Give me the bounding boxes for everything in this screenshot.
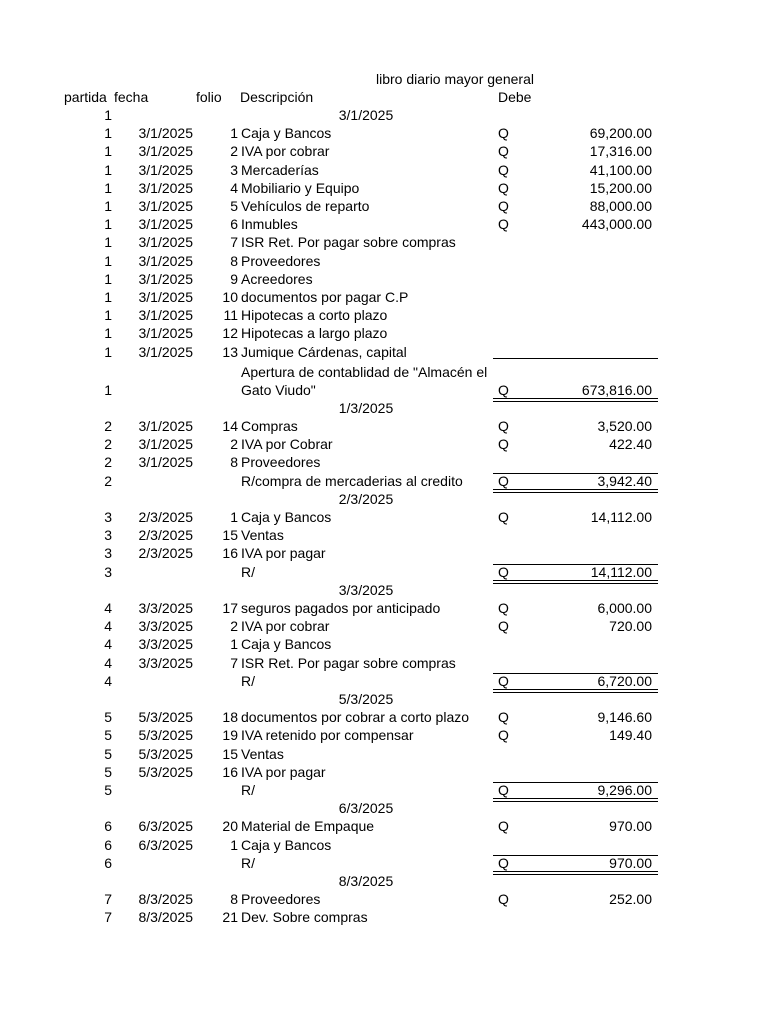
entry-description-cont: Gato Viudo" — [241, 381, 316, 398]
folio-cell: 21 — [222, 909, 238, 926]
total-double-rule — [493, 580, 658, 584]
header-descripcion: Descripción — [240, 89, 314, 105]
account-description: Ventas — [241, 527, 284, 544]
fecha-cell: 6/3/2025 — [138, 818, 193, 835]
date-header: 3/1/2025 — [338, 107, 394, 123]
folio-cell: 5 — [230, 198, 238, 214]
fecha-cell: 3/1/2025 — [138, 252, 193, 269]
partida-cell: 2 — [104, 472, 112, 489]
fecha-cell: 3/1/2025 — [138, 179, 193, 196]
account-description: Acreedores — [241, 270, 313, 287]
partida-cell: 2 — [104, 454, 112, 471]
debit-amount: 88,000.00 — [589, 198, 652, 214]
fecha-cell: 3/1/2025 — [138, 436, 193, 453]
total-double-rule — [493, 489, 658, 493]
folio-cell: 2 — [230, 436, 238, 453]
account-description: Jumique Cárdenas, capital — [241, 343, 407, 360]
folio-cell: 3 — [230, 161, 238, 178]
folio-cell: 9 — [230, 270, 238, 287]
account-description: Material de Empaque — [241, 818, 375, 835]
currency-symbol: Q — [498, 161, 509, 178]
fecha-cell: 3/3/2025 — [138, 618, 193, 635]
folio-cell: 13 — [222, 343, 238, 360]
folio-cell: 2 — [230, 143, 238, 160]
account-description: Ventas — [241, 745, 284, 762]
fecha-cell: 5/3/2025 — [138, 727, 193, 744]
currency-symbol: Q — [498, 600, 509, 616]
debit-amount: 970.00 — [609, 818, 652, 835]
folio-cell: 1 — [230, 509, 238, 525]
fecha-cell: 2/3/2025 — [138, 545, 193, 562]
currency-symbol: Q — [498, 782, 509, 798]
fecha-cell: 3/1/2025 — [138, 234, 193, 251]
folio-cell: 11 — [223, 307, 238, 324]
currency-symbol: Q — [498, 618, 509, 635]
folio-cell: 7 — [230, 234, 238, 251]
folio-cell: 1 — [230, 125, 238, 142]
partida-cell: 6 — [104, 818, 112, 835]
account-description: IVA por pagar — [241, 763, 326, 780]
account-description: IVA por cobrar — [241, 618, 330, 635]
total-double-rule — [493, 398, 658, 402]
fecha-cell: 3/1/2025 — [138, 161, 193, 178]
currency-symbol: Q — [498, 818, 509, 835]
folio-cell: 8 — [230, 454, 238, 471]
header-folio: folio — [196, 89, 222, 105]
debit-amount: 69,200.00 — [589, 125, 652, 142]
partida-cell: 5 — [104, 727, 112, 744]
folio-cell: 16 — [222, 763, 238, 780]
partida-cell: 1 — [104, 270, 112, 287]
account-description: IVA por Cobrar — [241, 436, 333, 453]
currency-symbol: Q — [498, 563, 509, 580]
account-description: Proveedores — [241, 252, 321, 269]
fecha-cell: 2/3/2025 — [138, 527, 193, 544]
currency-symbol: Q — [498, 727, 509, 744]
date-header: 1/3/2025 — [338, 399, 394, 416]
account-description: documentos por cobrar a corto plazo — [241, 709, 470, 726]
folio-cell: 18 — [222, 709, 238, 726]
folio-cell: 8 — [230, 252, 238, 269]
partida-cell: 1 — [104, 125, 112, 142]
account-description: Proveedores — [241, 891, 321, 908]
account-description: documentos por pagar C.P — [241, 289, 409, 305]
account-description: IVA por pagar — [241, 545, 326, 562]
partida-cell: 3 — [104, 545, 112, 562]
debit-amount: 3,520.00 — [597, 418, 652, 434]
total-amount: 3,942.40 — [597, 472, 652, 489]
entry-description: R/ — [241, 672, 255, 689]
account-description: Hipotecas a largo plazo — [241, 325, 388, 342]
folio-cell: 12 — [222, 325, 238, 342]
debit-amount: 252.00 — [609, 891, 652, 908]
currency-symbol: Q — [498, 198, 509, 214]
total-amount: 970.00 — [609, 854, 652, 871]
partida-cell: 1 — [104, 179, 112, 196]
folio-cell: 1 — [230, 636, 238, 653]
fecha-cell: 5/3/2025 — [138, 745, 193, 762]
debit-amount: 17,316.00 — [589, 143, 652, 160]
partida-cell: 1 — [104, 107, 112, 123]
partida-cell: 3 — [104, 509, 112, 525]
partida-cell: 5 — [104, 782, 112, 798]
fecha-cell: 3/3/2025 — [138, 600, 193, 616]
debit-amount: 9,146.60 — [597, 709, 652, 726]
fecha-cell: 3/1/2025 — [138, 325, 193, 342]
folio-cell: 8 — [230, 891, 238, 908]
account-description: Vehículos de reparto — [241, 198, 370, 214]
date-header: 8/3/2025 — [338, 873, 394, 889]
fecha-cell: 8/3/2025 — [138, 909, 193, 926]
page-title: libro diario mayor general — [376, 71, 534, 87]
date-header: 6/3/2025 — [338, 800, 394, 817]
currency-symbol: Q — [498, 854, 509, 871]
partida-cell: 1 — [104, 343, 112, 360]
folio-cell: 19 — [222, 727, 238, 744]
fecha-cell: 2/3/2025 — [138, 509, 193, 525]
account-description: Mobiliario y Equipo — [241, 179, 360, 196]
account-description: seguros pagados por anticipado — [241, 600, 441, 616]
debit-amount: 720.00 — [609, 618, 652, 635]
currency-symbol: Q — [498, 418, 509, 434]
account-description: Caja y Bancos — [241, 509, 332, 525]
fecha-cell: 3/1/2025 — [138, 343, 193, 360]
folio-cell: 1 — [230, 836, 238, 853]
partida-cell: 1 — [104, 161, 112, 178]
fecha-cell: 3/1/2025 — [138, 143, 193, 160]
total-amount: 673,816.00 — [581, 381, 652, 398]
fecha-cell: 3/1/2025 — [138, 216, 193, 233]
currency-symbol: Q — [498, 179, 509, 196]
fecha-cell: 8/3/2025 — [138, 891, 193, 908]
debit-amount: 41,100.00 — [589, 161, 652, 178]
partida-cell: 1 — [104, 216, 112, 233]
date-header: 5/3/2025 — [338, 691, 394, 707]
account-description: IVA retenido por compensar — [241, 727, 414, 744]
total-amount: 14,112.00 — [590, 563, 652, 580]
partida-cell: 1 — [104, 143, 112, 160]
folio-cell: 14 — [222, 418, 238, 434]
fecha-cell: 3/1/2025 — [138, 270, 193, 287]
header-partida: partida — [64, 89, 107, 105]
account-description: ISR Ret. Por pagar sobre compras — [241, 234, 456, 251]
account-description: Hipotecas a corto plazo — [241, 307, 388, 324]
currency-symbol: Q — [498, 672, 509, 689]
partida-cell: 5 — [104, 745, 112, 762]
currency-symbol: Q — [498, 125, 509, 142]
partida-cell: 3 — [104, 563, 112, 580]
account-description: Caja y Bancos — [241, 636, 332, 653]
partida-cell: 4 — [104, 600, 112, 616]
debit-amount: 443,000.00 — [581, 216, 652, 233]
total-amount: 9,296.00 — [597, 782, 652, 798]
partida-cell: 1 — [104, 381, 112, 398]
subtotal-rule — [493, 358, 658, 359]
currency-symbol: Q — [498, 381, 509, 398]
total-double-rule — [493, 871, 658, 875]
folio-cell: 6 — [230, 216, 238, 233]
date-header: 3/3/2025 — [338, 581, 394, 598]
entry-description: R/compra de mercaderias al credito — [241, 472, 463, 489]
currency-symbol: Q — [498, 436, 509, 453]
fecha-cell: 6/3/2025 — [138, 836, 193, 853]
partida-cell: 7 — [104, 891, 112, 908]
partida-cell: 6 — [104, 854, 112, 871]
total-double-rule — [493, 689, 658, 693]
debit-amount: 6,000.00 — [597, 600, 652, 616]
folio-cell: 4 — [230, 179, 238, 196]
currency-symbol: Q — [498, 216, 509, 233]
account-description: Proveedores — [241, 454, 321, 471]
entry-description: R/ — [241, 563, 255, 580]
partida-cell: 4 — [104, 636, 112, 653]
date-header: 2/3/2025 — [338, 490, 394, 507]
currency-symbol: Q — [498, 143, 509, 160]
fecha-cell: 3/1/2025 — [138, 454, 193, 471]
entry-description: Apertura de contablidad de "Almacén el — [241, 363, 488, 380]
total-amount: 6,720.00 — [597, 672, 652, 689]
partida-cell: 1 — [104, 325, 112, 342]
partida-cell: 6 — [104, 836, 112, 853]
currency-symbol: Q — [498, 472, 509, 489]
account-description: ISR Ret. Por pagar sobre compras — [241, 654, 456, 671]
partida-cell: 2 — [104, 436, 112, 453]
currency-symbol: Q — [498, 891, 509, 908]
partida-cell: 1 — [104, 234, 112, 251]
fecha-cell: 3/1/2025 — [138, 198, 193, 214]
fecha-cell: 3/1/2025 — [138, 418, 193, 434]
partida-cell: 7 — [104, 909, 112, 926]
partida-cell: 1 — [104, 252, 112, 269]
folio-cell: 10 — [222, 289, 238, 305]
fecha-cell: 3/1/2025 — [138, 307, 193, 324]
fecha-cell: 3/1/2025 — [138, 125, 193, 142]
entry-description: R/ — [241, 782, 255, 798]
partida-cell: 4 — [104, 618, 112, 635]
debit-amount: 14,112.00 — [590, 509, 652, 525]
folio-cell: 7 — [230, 654, 238, 671]
debit-amount: 422.40 — [609, 436, 652, 453]
partida-cell: 1 — [104, 289, 112, 305]
folio-cell: 15 — [222, 745, 238, 762]
account-description: Compras — [241, 418, 298, 434]
account-description: Inmubles — [241, 216, 298, 233]
fecha-cell: 5/3/2025 — [138, 709, 193, 726]
account-description: Caja y Bancos — [241, 125, 332, 142]
currency-symbol: Q — [498, 509, 509, 525]
debit-amount: 15,200.00 — [589, 179, 652, 196]
fecha-cell: 3/3/2025 — [138, 636, 193, 653]
account-description: Caja y Bancos — [241, 836, 332, 853]
debit-amount: 149.40 — [609, 727, 652, 744]
currency-symbol: Q — [498, 709, 509, 726]
account-description: Mercaderías — [241, 161, 319, 178]
header-debe: Debe — [498, 89, 532, 105]
folio-cell: 2 — [230, 618, 238, 635]
header-fecha: fecha — [114, 89, 149, 105]
fecha-cell: 3/1/2025 — [138, 289, 193, 305]
total-double-rule — [493, 798, 658, 802]
partida-cell: 3 — [104, 527, 112, 544]
partida-cell: 4 — [104, 654, 112, 671]
partida-cell: 4 — [104, 672, 112, 689]
fecha-cell: 5/3/2025 — [138, 763, 193, 780]
partida-cell: 5 — [104, 763, 112, 780]
partida-cell: 5 — [104, 709, 112, 726]
folio-cell: 15 — [222, 527, 238, 544]
partida-cell: 1 — [104, 198, 112, 214]
partida-cell: 2 — [104, 418, 112, 434]
account-description: IVA por cobrar — [241, 143, 330, 160]
partida-cell: 1 — [104, 307, 112, 324]
account-description: Dev. Sobre compras — [241, 909, 368, 926]
folio-cell: 16 — [222, 545, 238, 562]
fecha-cell: 3/3/2025 — [138, 654, 193, 671]
folio-cell: 17 — [222, 600, 238, 616]
folio-cell: 20 — [222, 818, 238, 835]
entry-description: R/ — [241, 854, 255, 871]
